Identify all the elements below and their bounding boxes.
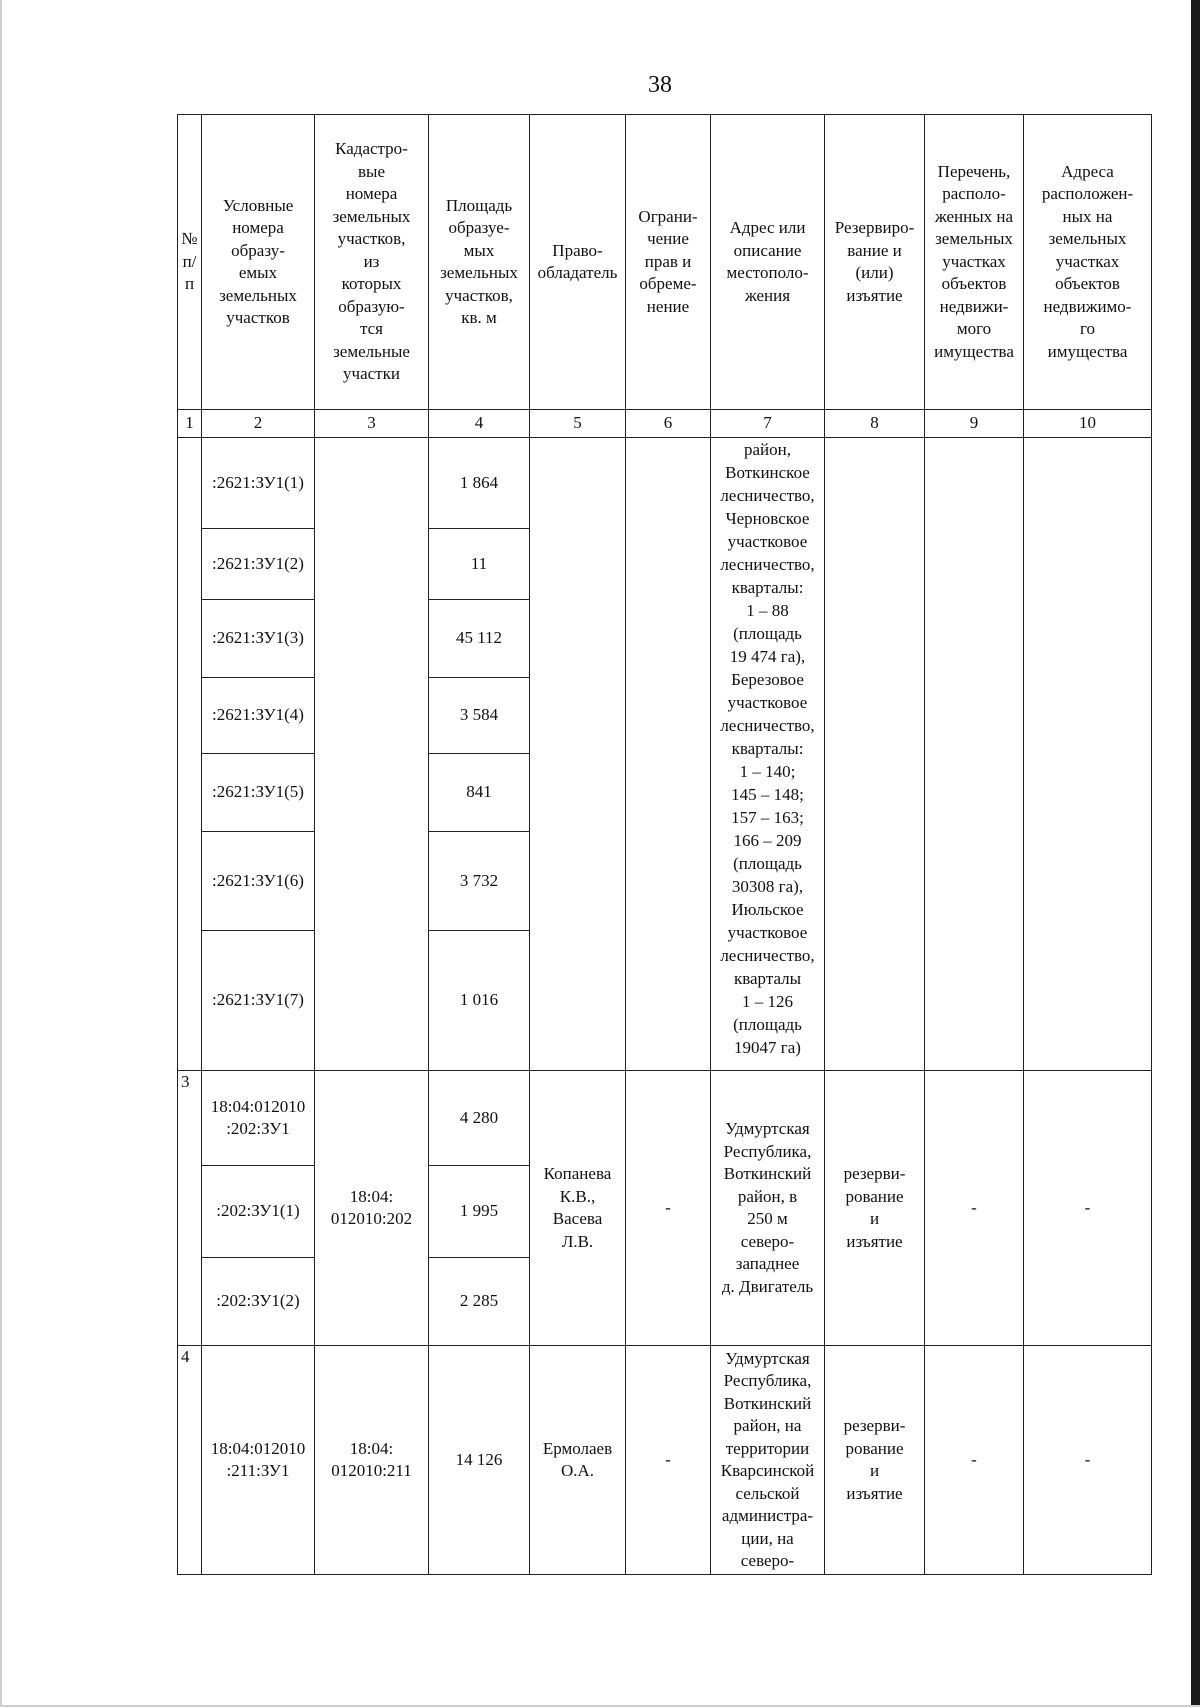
header-cell-objects: Перечень, располо- женных на земельных участках объектов недвижи- мого имущества (925, 115, 1024, 410)
column-number-row (178, 410, 1152, 438)
area-cell: 1 016 (429, 931, 530, 1071)
table-row (178, 1346, 1152, 1575)
header-cell-area: Площадь образуе- мых земельных участков, кв. м (429, 115, 530, 410)
objects-cell: - (925, 1071, 1024, 1346)
plot-number-cell: :2621:ЗУ1(1) (202, 438, 315, 529)
object-addresses-cell: - (1024, 1346, 1152, 1575)
column-number: 2 (202, 410, 315, 438)
object-addresses-cell: - (1024, 1071, 1152, 1346)
objects-cell (925, 438, 1024, 1071)
area-cell: 45 112 (429, 600, 530, 678)
object-addresses-cell (1024, 438, 1152, 1071)
column-number: 7 (711, 410, 825, 438)
area-cell: 11 (429, 529, 530, 600)
row-number-cell: 3 (178, 1071, 202, 1346)
area-cell: 841 (429, 754, 530, 832)
plot-number-cell: :2621:ЗУ1(3) (202, 600, 315, 678)
area-cell: 1 864 (429, 438, 530, 529)
owner-cell: Копанева К.В., Васева Л.В. (530, 1071, 626, 1346)
area-cell: 1 995 (429, 1166, 530, 1258)
table-row (178, 438, 1152, 529)
plot-number-cell: :2621:ЗУ1(5) (202, 754, 315, 832)
address-cell: Удмуртская Республика, Воткинский район, в 250 м северо- западнее д. Двигатель (711, 1071, 825, 1346)
header-cell-address: Адрес или описание местополо- жения (711, 115, 825, 410)
owner-cell (530, 438, 626, 1071)
plot-number-cell: :2621:ЗУ1(6) (202, 832, 315, 931)
table-row (178, 1071, 1152, 1166)
column-number: 6 (626, 410, 711, 438)
plot-number-cell: :2621:ЗУ1(7) (202, 931, 315, 1071)
plot-number-cell: :202:ЗУ1(2) (202, 1258, 315, 1346)
area-cell: 2 285 (429, 1258, 530, 1346)
area-cell: 4 280 (429, 1071, 530, 1166)
header-cell-reservation: Резервиро- вание и (или) изъятие (825, 115, 925, 410)
address-cell: Удмуртская Республика, Воткинский район, на территории Кварсинской сельской администра- ции, на северо- (711, 1346, 825, 1575)
column-number: 4 (429, 410, 530, 438)
objects-cell: - (925, 1346, 1024, 1575)
plot-number-cell: 18:04:012010 :202:ЗУ1 (202, 1071, 315, 1166)
page-number: 38 (648, 72, 672, 98)
reservation-cell: резерви- рование и изъятие (825, 1346, 925, 1575)
header-cell-object-addresses: Адреса расположен- ных на земельных участках объектов недвижимо- го имущества (1024, 115, 1152, 410)
restriction-cell: - (626, 1346, 711, 1575)
header-cell-restriction: Ограни- чение прав и обреме- нение (626, 115, 711, 410)
header-cell-owner: Право- обладатель (530, 115, 626, 410)
cadastral-cell: 18:04: 012010:202 (315, 1071, 429, 1346)
column-number: 1 (178, 410, 202, 438)
owner-cell: Ермолаев О.А. (530, 1346, 626, 1575)
cadastral-cell: 18:04: 012010:211 (315, 1346, 429, 1575)
plot-number-cell: 18:04:012010 :211:ЗУ1 (202, 1346, 315, 1575)
header-cell-cadastral-number: Кадастро- вые номера земельных участков, из которых образую- тся земельные участки (315, 115, 429, 410)
plot-number-cell: :202:ЗУ1(1) (202, 1166, 315, 1258)
area-cell: 3 584 (429, 678, 530, 754)
cadastral-cell (315, 438, 429, 1071)
header-cell-num: № п/п (178, 115, 202, 410)
restriction-cell (626, 438, 711, 1071)
scan-edge-left (0, 0, 2, 1707)
column-number: 9 (925, 410, 1024, 438)
header-row (178, 115, 1152, 410)
land-plots-table (177, 114, 1152, 1575)
row-number-cell: 4 (178, 1346, 202, 1575)
header-cell-conditional-number: Условные номера образу- емых земельных участков (202, 115, 315, 410)
row-number-cell (178, 438, 202, 1071)
restriction-cell: - (626, 1071, 711, 1346)
scan-edge-right (1191, 0, 1200, 1707)
plot-number-cell: :2621:ЗУ1(4) (202, 678, 315, 754)
plot-number-cell: :2621:ЗУ1(2) (202, 529, 315, 600)
area-cell: 14 126 (429, 1346, 530, 1575)
column-number: 8 (825, 410, 925, 438)
column-number: 5 (530, 410, 626, 438)
reservation-cell: резерви- рование и изъятие (825, 1071, 925, 1346)
column-number: 10 (1024, 410, 1152, 438)
area-cell: 3 732 (429, 832, 530, 931)
reservation-cell (825, 438, 925, 1071)
column-number: 3 (315, 410, 429, 438)
address-cell: район, Воткинское лесничество, Черновское участковое лесничество, кварталы: 1 – 88 (площадь 19 474 га), Березовое участковое лесничество, кварталы: 1 – 140; 145 – 148; 157 – 163; 166 – 209 (площадь 30308 га), Июльское участковое лесничество, кварталы 1 – 126 (площадь 19047 га) (711, 438, 825, 1071)
